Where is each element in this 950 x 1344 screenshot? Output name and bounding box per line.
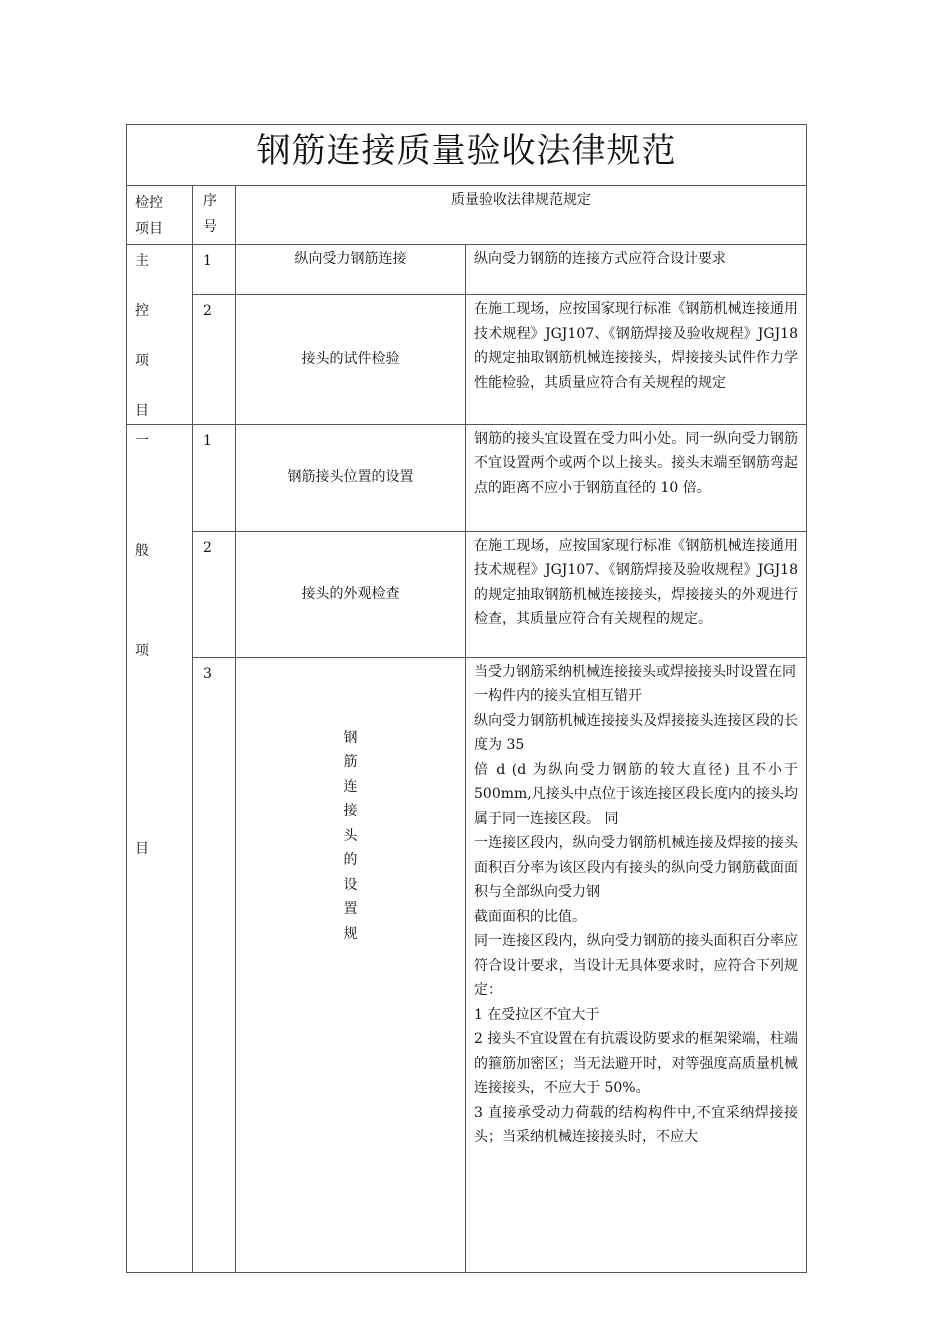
- row-number: 1: [193, 424, 236, 531]
- description-line: 一构件内的接头宜相互错开: [474, 688, 642, 704]
- row-number: 3: [193, 657, 236, 1272]
- vertical-char: 连: [343, 778, 358, 795]
- title-cell: [127, 125, 807, 186]
- category-char: 般: [135, 542, 149, 559]
- row-number: 2: [193, 295, 236, 424]
- description-line: 3 直接承受动力荷载的结构构件中,不宜采纳焊接接头；当采纳机械连接接头时，不应大: [474, 1104, 798, 1145]
- description-line: 1 在受拉区不宜大于: [474, 1006, 600, 1023]
- row-number: 1: [193, 245, 236, 295]
- vertical-char: 头: [343, 827, 358, 844]
- category-char: 目: [135, 840, 149, 857]
- description-line: 倍 d (d 为纵向受力钢筋的较大直径) 且不小于 500mm,凡接头中点位于该连接区段长度内的接头均属于同一连接区段。 同: [474, 761, 798, 827]
- vertical-char: 筋: [343, 754, 358, 770]
- description-line: 截面面积的比值。: [474, 908, 586, 925]
- category-char: 控: [135, 303, 149, 319]
- category-char: 目: [135, 403, 149, 419]
- category-char: 项: [135, 642, 149, 659]
- header-seq: [193, 186, 236, 245]
- vertical-char: 接: [343, 803, 358, 819]
- vertical-char: 的: [343, 852, 358, 868]
- description-line: 同一连接区段内，纵向受力钢筋的接头面积百分率应符合设计要求，当设计无具体要求时，应符合下列规定：: [474, 933, 798, 998]
- item-description: 在施工现场，应按国家现行标准《钢筋机械连接通用技术规程》JGJ107、《钢筋焊接及验收规程》JGJ18 的规定抽取钢筋机械连接接头，焊接接头的外观进行检查，其质量应符合有关规程的规定。: [466, 531, 807, 657]
- header-seq-line2: 号: [203, 219, 217, 235]
- vertical-char: 规: [343, 925, 358, 942]
- item-name: 接头的外观检查: [236, 531, 466, 657]
- header-spec-text: 质量验收法律规范规定: [451, 192, 591, 208]
- description-line: 2 接头不宜设置在有抗震设防要求的框架梁端，柱端的箍筋加密区；当无法避开时，对等强度高质量机械连接接头，不应大于 50%。: [474, 1031, 798, 1096]
- category-char: 项: [135, 353, 149, 369]
- header-check-item-line1: 检控: [135, 195, 163, 211]
- vertical-char: 钢: [343, 729, 358, 746]
- category-char: 主: [135, 253, 149, 269]
- item-description: [466, 657, 807, 1272]
- regulation-table: [126, 124, 807, 1273]
- page-title: 钢筋连接质量验收法律规范: [256, 131, 677, 172]
- category-main-control: [127, 245, 193, 425]
- vertical-char: 置: [343, 901, 358, 917]
- header-check-item-line2: 项目: [135, 221, 163, 237]
- category-char: 一: [135, 432, 149, 449]
- header-spec: [236, 186, 807, 245]
- description-line: 一连接区段内，纵向受力钢筋机械连接及焊接的接头面积百分率为该区段内有接头的纵向受力钢筋截面面积与全部纵向受力钢: [474, 835, 798, 900]
- description-line: 当受力钢筋采纳机械连接接头或焊接接头时设置在同: [474, 663, 796, 680]
- item-name-vertical: [236, 657, 466, 1272]
- item-name: 接头的试件检验: [236, 295, 466, 424]
- item-description: 在施工现场，应按国家现行标准《钢筋机械连接通用技术规程》JGJ107、《钢筋焊接及验收规程》JGJ18 的规定抽取钢筋机械连接接头，焊接接头试件作力学性能检验，其质量应符合有关规程的规定: [466, 295, 807, 424]
- item-description: 钢筋的接头宜设置在受力叫小处。同一纵向受力钢筋不宜设置两个或两个以上接头。接头末端至钢筋弯起点的距离不应小于钢筋直径的 10 倍。: [466, 424, 807, 531]
- row-number: 2: [193, 531, 236, 657]
- vertical-char: 设: [343, 876, 358, 893]
- category-general: [127, 424, 193, 1272]
- item-name: 纵向受力钢筋连接: [236, 245, 466, 295]
- item-name: 钢筋接头位置的设置: [236, 424, 466, 531]
- header-check-item: [127, 186, 193, 245]
- header-seq-line1: 序: [203, 193, 217, 209]
- item-description: 纵向受力钢筋的连接方式应符合设计要求: [466, 245, 807, 295]
- description-line: 纵向受力钢筋机械连接接头及焊接接头连接区段的长度为 35: [474, 712, 798, 753]
